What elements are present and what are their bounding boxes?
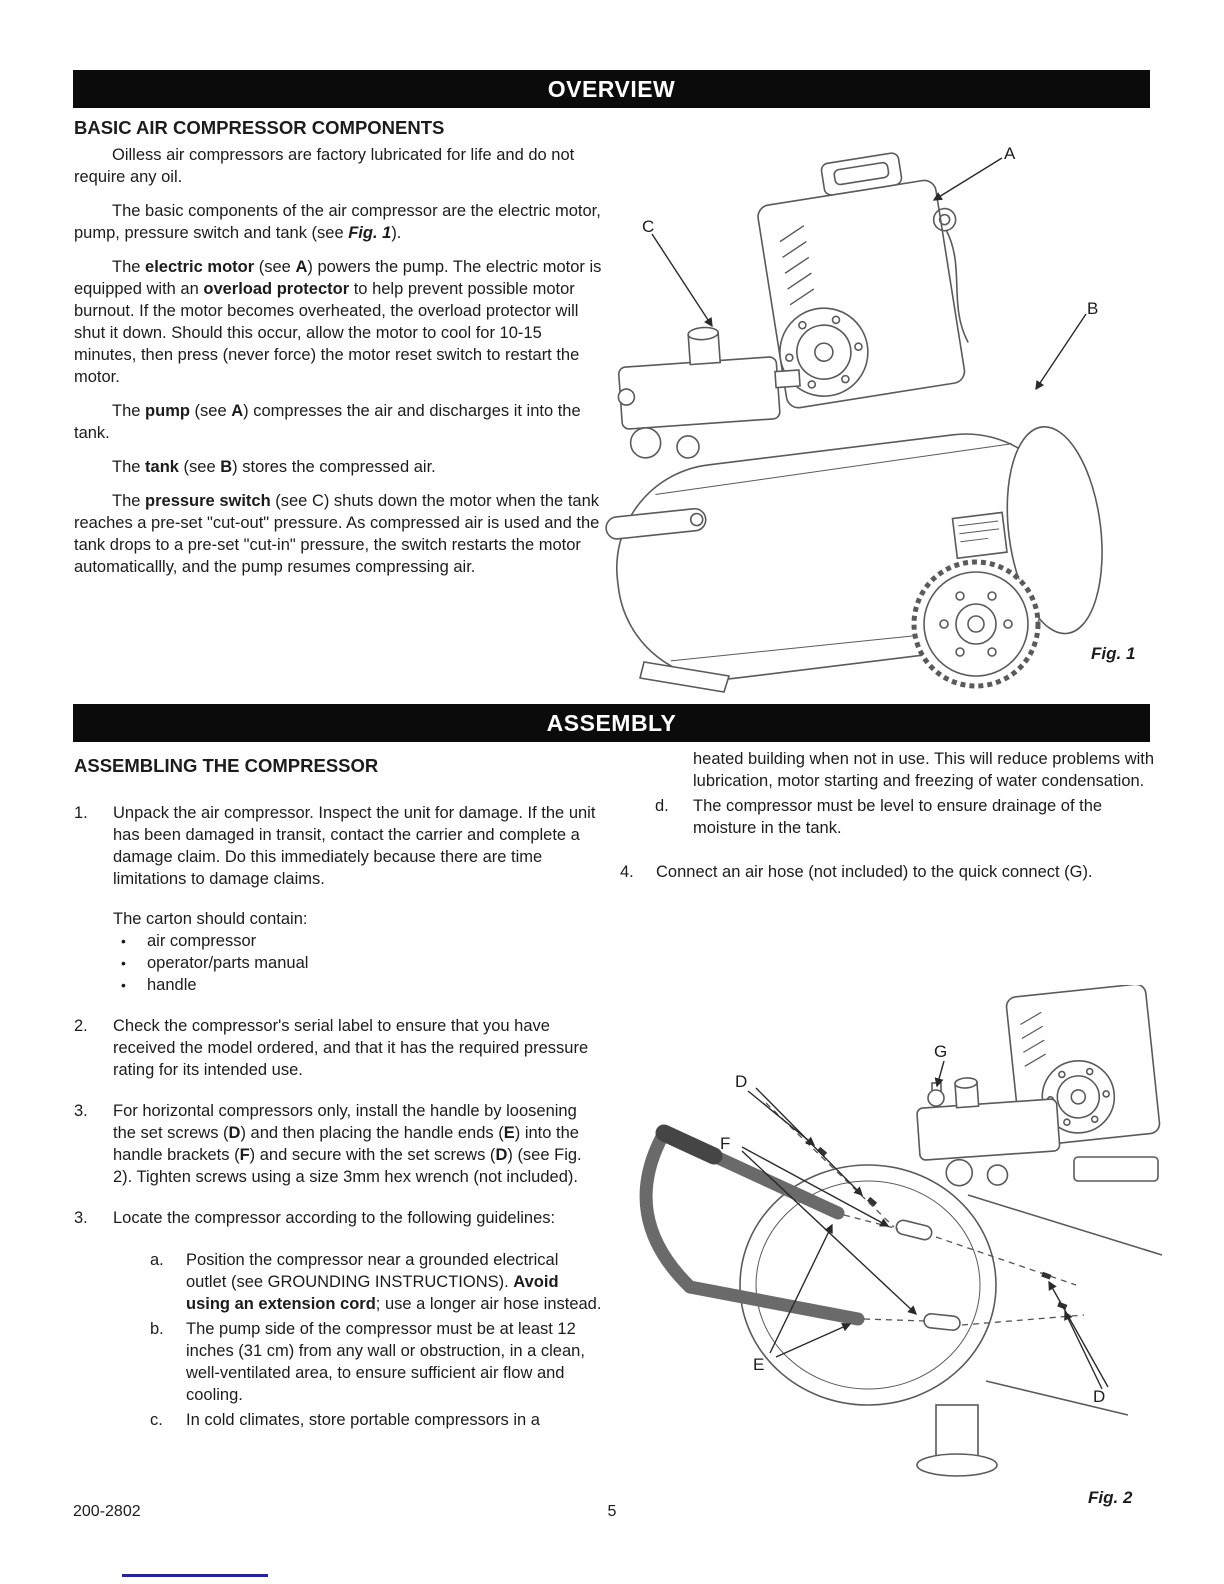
overview-paragraph-4: The pump (see A) compresses the air and discharges it into the tank.: [74, 402, 581, 442]
carton-bullet-1: [121, 930, 602, 952]
sub-item-c: [150, 1409, 602, 1431]
figure-1: [604, 134, 1156, 699]
footer-page-number: 5: [607, 1503, 617, 1520]
scan-artifact-line: [122, 1574, 268, 1577]
fig2-label-e: E: [753, 1355, 765, 1374]
assembly-item-4: [620, 861, 1155, 883]
assembly-left-column: [74, 802, 602, 1450]
fig2-caption: Fig. 2: [1088, 1488, 1133, 1507]
carton-bullet-2: [121, 952, 602, 974]
fig1-arrow-a: [934, 158, 1002, 200]
sub-item-text: In cold climates, store portable compressors in a: [186, 1411, 540, 1429]
bullet-glyph: •: [121, 933, 126, 949]
assembly-item-3: [74, 1100, 602, 1188]
sub-item-letter: c.: [150, 1411, 163, 1429]
bullet-text: handle: [147, 976, 197, 994]
item-text: Unpack the air compressor. Inspect the unit for damage. If the unit has been damaged in transit, contact the carrier and complete a damage claim. Do this immediately because there are time limitations to damage claims.: [113, 804, 596, 888]
item-text: Connect an air hose (not included) to the quick connect (G).: [656, 863, 1093, 881]
sub-item-a: [150, 1249, 602, 1315]
item-text: Check the compressor's serial label to ensure that you have received the model ordered, and that it has the required pressure rating for its intended use.: [113, 1017, 589, 1079]
fig1-label-b: B: [1087, 299, 1099, 318]
figure-2: [606, 985, 1163, 1517]
sub-item-text: The pump side of the compressor must be at least 12 inches (31 cm) from any wall or obstruction, in a clean, well-ventilated area, to ensure sufficient air flow and cooling.: [186, 1320, 585, 1404]
fig2-label-d-left: D: [735, 1072, 748, 1091]
fig1-label-a: A: [1004, 144, 1016, 163]
item-number: 3.: [74, 1209, 88, 1227]
overview-text-column: [74, 144, 602, 590]
fig2-label-d-right: D: [1093, 1387, 1106, 1406]
overview-paragraph-6: The pressure switch (see C) shuts down the motor when the tank reaches a pre-set "cut-out" pressure. As compressed air is used and the tank drops to a pre-set "cut-in" pressure, the switch restarts the motor automaticallly, and the pump resumes compressing air.: [74, 492, 600, 576]
overview-paragraph-5: The tank (see B) stores the compressed air.: [112, 458, 436, 476]
assembly-right-column: [620, 748, 1155, 902]
item-number: 3.: [74, 1102, 88, 1120]
sub-item-d: [655, 795, 1155, 839]
sub-item-letter: b.: [150, 1320, 164, 1338]
sub-item-text: Position the compressor near a grounded electrical outlet (see GROUNDING INSTRUCTIONS). Avoid using an extension cord; use a longer air hose instead.: [186, 1251, 602, 1313]
fig1-label-c: C: [642, 217, 655, 236]
assembly-item-1: [74, 802, 602, 996]
continuation-paragraph: heated building when not in use. This will reduce problems with lubrication, motor starting and freezing of water condensation.: [693, 750, 1155, 790]
overview-section-banner: OVERVIEW: [73, 70, 1150, 108]
item-number: 4.: [620, 863, 634, 881]
item-text: For horizontal compressors only, install the handle by loosening the set screws (D) and then placing the handle ends (E) into the handle brackets (F) and secure with the set screws (D) (see Fig. 2). Tighten screws using a size 3mm hex wrench (not included).: [113, 1102, 582, 1186]
overview-paragraph-2: The basic components of the air compressor are the electric motor, pump, pressure switch and tank (see Fig. 1).: [74, 202, 601, 242]
fig2-arrow-d-right-1: [1065, 1312, 1102, 1389]
fig2-arrow-d-right-2: [1049, 1282, 1108, 1387]
assembly-section-banner: ASSEMBLY: [73, 704, 1150, 742]
fig2-label-f: F: [720, 1134, 731, 1153]
overview-paragraph-3: The electric motor (see A) powers the pump. The electric motor is equipped with an overload protector to help prevent possible motor burnout. If the motor becomes overheated, the overload protector will shut it down. Should this occur, allow the motor to cool for 10-15 minutes, then press (never force) the motor reset switch to restart the motor.: [74, 258, 602, 386]
fig2-label-g: G: [934, 1042, 948, 1061]
bullet-text: operator/parts manual: [147, 954, 309, 972]
bullet-glyph: •: [121, 955, 126, 971]
overview-heading: BASIC AIR COMPRESSOR COMPONENTS: [74, 117, 445, 138]
bullet-glyph: •: [121, 977, 126, 993]
bullet-text: air compressor: [147, 932, 257, 950]
sub-item-b: [150, 1318, 602, 1406]
item-text: Locate the compressor according to the following guidelines:: [113, 1209, 556, 1227]
sub-item-text: The compressor must be level to ensure drainage of the moisture in the tank.: [693, 797, 1103, 837]
sub-item-letter: a.: [150, 1251, 164, 1269]
assembly-item-2: [74, 1015, 602, 1081]
carton-intro: The carton should contain:: [113, 910, 308, 928]
fig1-arrow-c: [652, 234, 712, 326]
fig1-arrow-b: [1036, 314, 1086, 389]
footer-model-number: 200-2802: [73, 1503, 141, 1520]
assembly-heading: ASSEMBLING THE COMPRESSOR: [74, 755, 379, 776]
item-number: 2.: [74, 1017, 88, 1035]
fig1-compressor-drawing: [604, 134, 1156, 699]
sub-item-letter: d.: [655, 797, 669, 815]
assembly-item-3b: [74, 1207, 602, 1431]
overview-paragraph-1: Oilless air compressors are factory lubricated for life and do not require any oil.: [74, 146, 575, 186]
fig1-caption: Fig. 1: [1091, 644, 1136, 663]
fig2-handle-assembly-drawing: [606, 985, 1163, 1517]
carton-bullet-3: [121, 974, 602, 996]
item-number: 1.: [74, 804, 88, 822]
